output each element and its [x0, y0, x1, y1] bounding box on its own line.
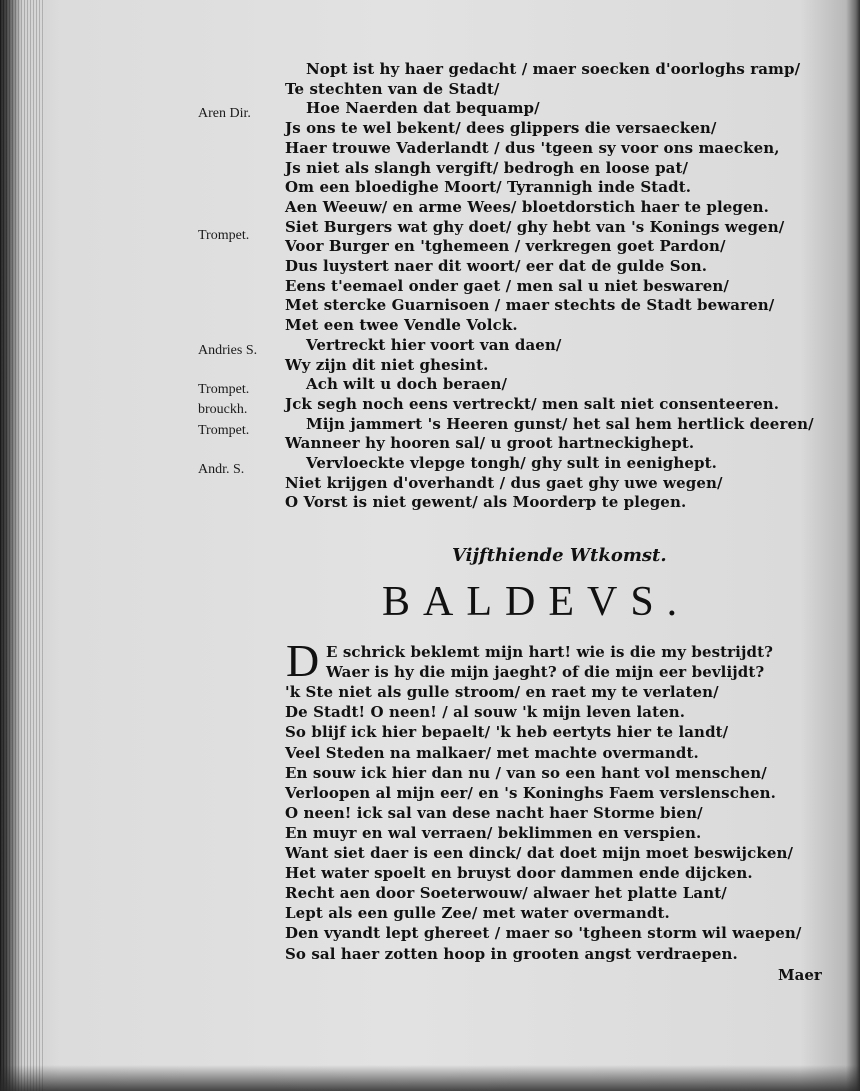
verse-line: So sal haer zotten hoop in grooten angst verdraepen. — [285, 944, 738, 963]
speaker-label: Trompet. — [198, 228, 250, 243]
verse-line: Het water spoelt en bruyst door dammen ende dijcken. — [285, 864, 753, 883]
verse-line: 'k Ste niet als gulle stroom/ en raet my te verlaten/ — [285, 683, 719, 702]
drop-cap: D — [286, 635, 320, 686]
speaker-label: brouckh. — [198, 402, 248, 417]
speaker-label: Andr. S. — [198, 462, 245, 477]
verse-line: Nopt ist hy haer gedacht / maer soecken d'oorloghs ramp/ — [306, 60, 801, 78]
verse-line: Den vyandt lept ghereet / maer so 'tgheen storm wil waepen/ — [285, 924, 802, 943]
verse-line: En souw ick hier dan nu / van so een hant vol menschen/ — [285, 763, 767, 782]
verse-line: Waer is hy die mijn jaeght? of die mijn eer bevlijdt? — [326, 663, 765, 682]
verse-line: Voor Burger en 'tghemeen / verkregen goet Pardon/ — [285, 237, 726, 256]
verse-line: Om een bloedighe Moort/ Tyrannigh inde Stadt. — [285, 178, 692, 197]
verse-line: Hoe Naerden dat bequamp/ — [306, 99, 540, 118]
verse-line: Wy zijn dit niet ghesint. — [285, 355, 489, 374]
book-gutter — [0, 0, 44, 1091]
verse-line: O Vorst is niet gewent/ als Moorderp te plegen. — [285, 493, 687, 512]
verse-line: Vervloeckte vlepge tongh/ ghy sult in eenighept. — [306, 454, 717, 472]
speaker-label: Andries S. — [198, 343, 258, 358]
catchword: Maer — [778, 966, 822, 984]
verse-line: Te stechten van de Stadt/ — [285, 79, 500, 98]
verse-line: Siet Burgers wat ghy doet/ ghy hebt van 's Konings wegen/ — [285, 217, 785, 236]
speaker-label: Trompet. — [198, 423, 250, 438]
verse-line: Aen Weeuw/ en arme Wees/ bloetdorstich haer te plegen. — [285, 197, 769, 216]
verse-line: Js niet als slangh vergift/ bedrogh en loose pat/ — [285, 158, 689, 177]
verse-line: So blijf ick hier bepaelt/ 'k heb eertyts hier te landt/ — [285, 723, 729, 742]
verse-line: Met stercke Guarnisoen / maer stechts de Stadt bewaren/ — [285, 296, 775, 315]
speaker-label: Trompet. — [198, 382, 250, 397]
verse-line: O neen! ick sal van dese nacht haer Storme bien/ — [285, 803, 703, 822]
verse-line: E schrick beklemt mijn hart! wie is die my bestrijdt? — [326, 643, 774, 661]
verse-line: Niet krijgen d'overhandt / dus gaet ghy uwe wegen/ — [285, 473, 723, 492]
verse-line: Js ons te wel bekent/ dees glippers die versaecken/ — [285, 119, 717, 138]
verse-line: Veel Steden na malkaer/ met machte overmandt. — [285, 743, 699, 762]
verse-line: Ach wilt u doch beraen/ — [306, 375, 508, 394]
verse-line: Vertreckt hier voort van daen/ — [306, 335, 562, 354]
verse-line: Eens t'eemael onder gaet / men sal u niet beswaren/ — [285, 276, 729, 295]
verse-line: Haer trouwe Vaderlandt / dus 'tgeen sy voor ons maecken, — [285, 138, 780, 157]
verse-line: Mijn jammert 's Heeren gunst/ het sal hem hertlick deeren/ — [306, 414, 814, 433]
verse-line: Want siet daer is een dinck/ dat doet mijn moet beswijcken/ — [285, 844, 794, 862]
verse-line: Lept als een gulle Zee/ met water overmandt. — [285, 904, 670, 923]
speaker-heading: BALDEVS. — [382, 579, 691, 625]
verse-line: De Stadt! O neen! / al souw 'k mijn leven laten. — [285, 703, 686, 722]
verse-line: Verloopen al mijn eer/ en 's Koninghs Faem verslenschen. — [285, 783, 776, 802]
speaker-label: Aren Dir. — [198, 106, 251, 121]
page-bottom-shadow — [0, 1065, 860, 1091]
verse-line: Recht aen door Soeterwouw/ alwaer het platte Lant/ — [285, 884, 727, 903]
verse-line: Dus luystert naer dit woort/ eer dat de gulde Son. — [285, 257, 708, 275]
verse-line: En muyr en wal verraen/ beklimmen en verspien. — [285, 823, 702, 842]
verse-line: Met een twee Vendle Volck. — [285, 316, 518, 335]
verse-line: Jck segh noch eens vertreckt/ men salt niet consenteeren. — [285, 394, 780, 413]
scene-heading: Vijfthiende Wtkomst. — [452, 545, 667, 566]
verse-line: Wanneer hy hooren sal/ u groot hartneckighept. — [285, 434, 695, 453]
